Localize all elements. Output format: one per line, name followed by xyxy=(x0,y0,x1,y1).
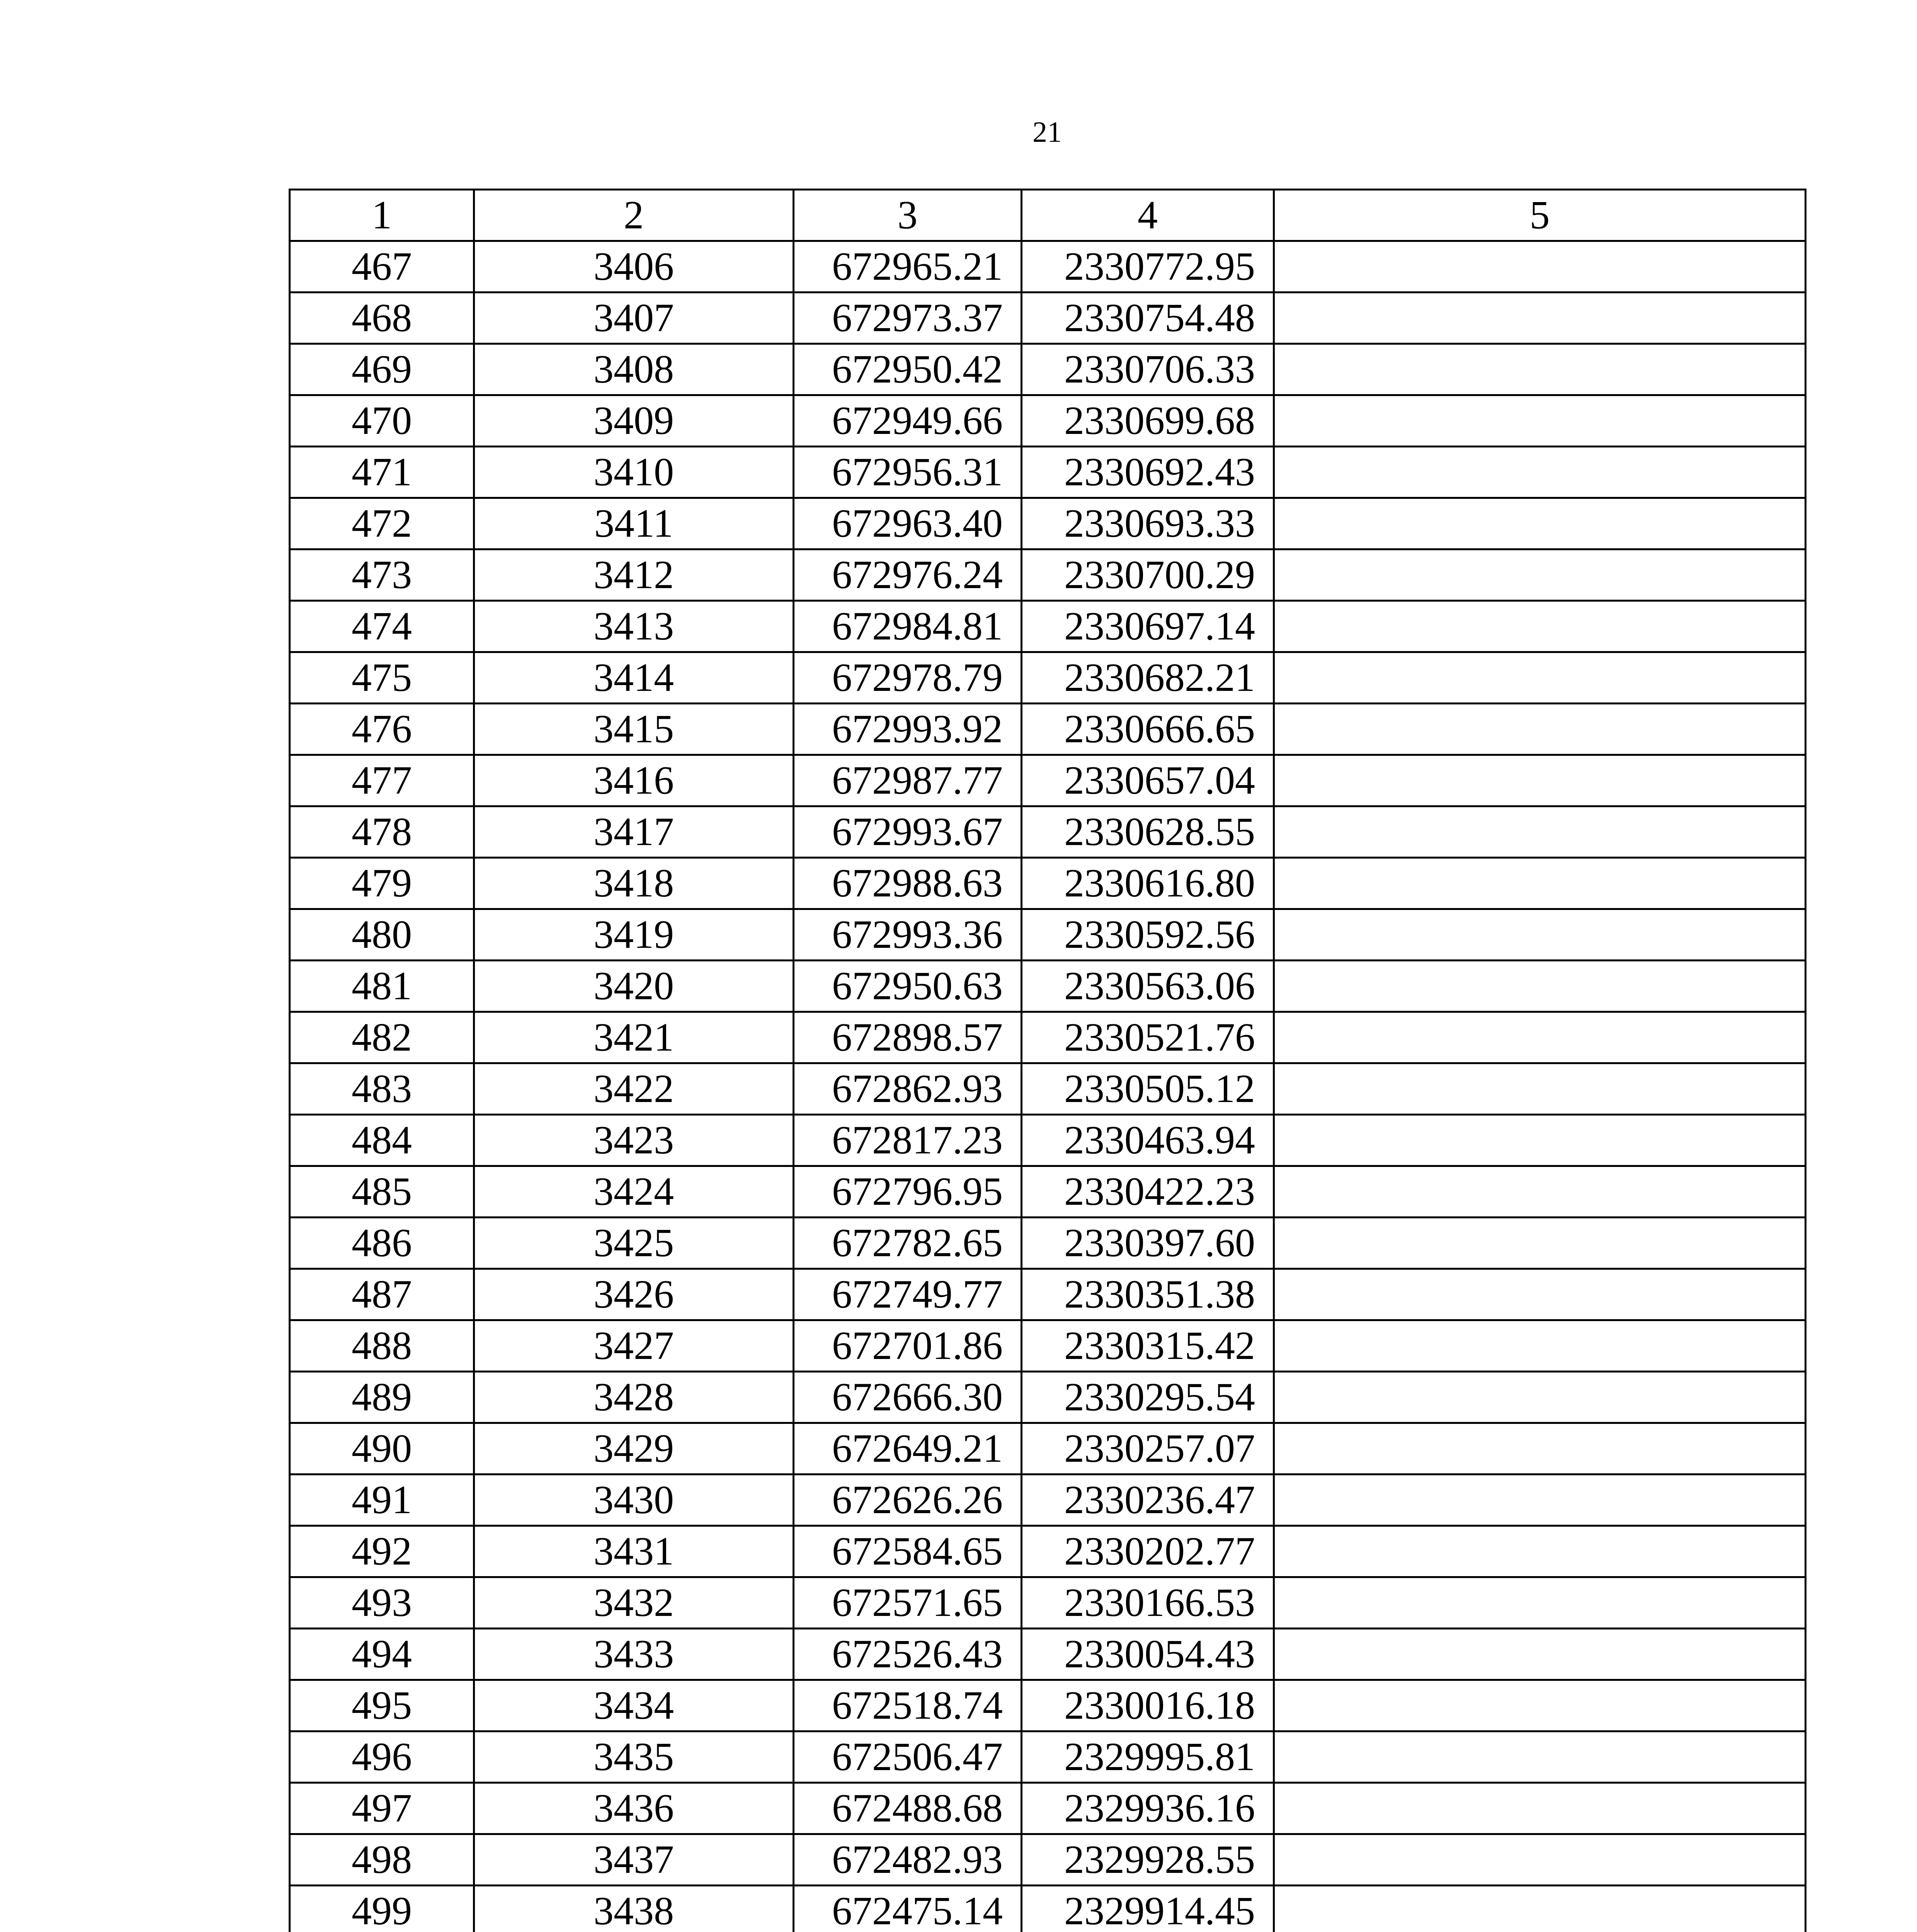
id-cell: 3431 xyxy=(474,1526,794,1577)
x-coordinate-cell: 672488.68 xyxy=(794,1783,1022,1834)
note-cell xyxy=(1274,344,1806,395)
id-cell: 3432 xyxy=(474,1577,794,1629)
table-row xyxy=(290,806,1806,858)
table-row xyxy=(290,1526,1806,1577)
x-coordinate-cell: 672950.42 xyxy=(794,344,1022,395)
point-number-cell: 469 xyxy=(290,344,474,395)
note-cell xyxy=(1274,498,1806,549)
point-number-cell: 471 xyxy=(290,447,474,498)
note-cell xyxy=(1274,909,1806,961)
x-coordinate-cell: 672993.36 xyxy=(794,909,1022,961)
note-cell xyxy=(1274,755,1806,806)
y-coordinate-cell: 2329936.16 xyxy=(1022,1783,1274,1834)
header-cell-5: 5 xyxy=(1274,190,1806,241)
y-coordinate-cell: 2330202.77 xyxy=(1022,1526,1274,1577)
id-cell: 3436 xyxy=(474,1783,794,1834)
y-coordinate-cell: 2330682.21 xyxy=(1022,652,1274,704)
x-coordinate-cell: 672749.77 xyxy=(794,1269,1022,1320)
y-coordinate-cell: 2330236.47 xyxy=(1022,1475,1274,1526)
note-cell xyxy=(1274,1629,1806,1680)
table-row xyxy=(290,395,1806,447)
table-body xyxy=(290,190,1806,1932)
y-coordinate-cell: 2330166.53 xyxy=(1022,1577,1274,1629)
y-coordinate-cell: 2330616.80 xyxy=(1022,858,1274,909)
point-number-cell: 479 xyxy=(290,858,474,909)
x-coordinate-cell: 672649.21 xyxy=(794,1423,1022,1475)
header-cell-1: 1 xyxy=(290,190,474,241)
id-cell: 3406 xyxy=(474,241,794,293)
id-cell: 3412 xyxy=(474,549,794,601)
page-number: 21 xyxy=(1032,116,1062,148)
x-coordinate-cell: 672988.63 xyxy=(794,858,1022,909)
x-coordinate-cell: 672862.93 xyxy=(794,1063,1022,1115)
id-cell: 3415 xyxy=(474,704,794,755)
table-row xyxy=(290,1475,1806,1526)
x-coordinate-cell: 672965.21 xyxy=(794,241,1022,293)
y-coordinate-cell: 2330692.43 xyxy=(1022,447,1274,498)
table-row xyxy=(290,549,1806,601)
point-number-cell: 488 xyxy=(290,1320,474,1372)
note-cell xyxy=(1274,601,1806,652)
x-coordinate-cell: 672782.65 xyxy=(794,1218,1022,1269)
point-number-cell: 490 xyxy=(290,1423,474,1475)
y-coordinate-cell: 2330563.06 xyxy=(1022,961,1274,1012)
table-row xyxy=(290,498,1806,549)
y-coordinate-cell: 2330700.29 xyxy=(1022,549,1274,601)
y-coordinate-cell: 2330628.55 xyxy=(1022,806,1274,858)
note-cell xyxy=(1274,1680,1806,1731)
x-coordinate-cell: 672796.95 xyxy=(794,1166,1022,1218)
note-cell xyxy=(1274,1063,1806,1115)
note-cell xyxy=(1274,961,1806,1012)
id-cell: 3426 xyxy=(474,1269,794,1320)
point-number-cell: 485 xyxy=(290,1166,474,1218)
point-number-cell: 472 xyxy=(290,498,474,549)
y-coordinate-cell: 2330521.76 xyxy=(1022,1012,1274,1063)
point-number-cell: 497 xyxy=(290,1783,474,1834)
x-coordinate-cell: 672584.65 xyxy=(794,1526,1022,1577)
note-cell xyxy=(1274,1218,1806,1269)
table-row xyxy=(290,1320,1806,1372)
table-row xyxy=(290,1423,1806,1475)
x-coordinate-cell: 672950.63 xyxy=(794,961,1022,1012)
x-coordinate-cell: 672817.23 xyxy=(794,1115,1022,1166)
id-cell: 3434 xyxy=(474,1680,794,1731)
id-cell: 3428 xyxy=(474,1372,794,1423)
x-coordinate-cell: 672626.26 xyxy=(794,1475,1022,1526)
note-cell xyxy=(1274,806,1806,858)
note-cell xyxy=(1274,1834,1806,1886)
id-cell: 3435 xyxy=(474,1731,794,1783)
note-cell xyxy=(1274,549,1806,601)
table-row xyxy=(290,1269,1806,1320)
point-number-cell: 487 xyxy=(290,1269,474,1320)
id-cell: 3437 xyxy=(474,1834,794,1886)
header-cell-4: 4 xyxy=(1022,190,1274,241)
point-number-cell: 496 xyxy=(290,1731,474,1783)
id-cell: 3438 xyxy=(474,1886,794,1932)
point-number-cell: 474 xyxy=(290,601,474,652)
point-number-cell: 491 xyxy=(290,1475,474,1526)
x-coordinate-cell: 672949.66 xyxy=(794,395,1022,447)
id-cell: 3408 xyxy=(474,344,794,395)
x-coordinate-cell: 672666.30 xyxy=(794,1372,1022,1423)
table-row xyxy=(290,652,1806,704)
y-coordinate-cell: 2330463.94 xyxy=(1022,1115,1274,1166)
y-coordinate-cell: 2330315.42 xyxy=(1022,1320,1274,1372)
table-row xyxy=(290,755,1806,806)
y-coordinate-cell: 2330706.33 xyxy=(1022,344,1274,395)
note-cell xyxy=(1274,1731,1806,1783)
table-row xyxy=(290,344,1806,395)
id-cell: 3416 xyxy=(474,755,794,806)
table-row xyxy=(290,447,1806,498)
id-cell: 3429 xyxy=(474,1423,794,1475)
y-coordinate-cell: 2330016.18 xyxy=(1022,1680,1274,1731)
point-number-cell: 473 xyxy=(290,549,474,601)
point-number-cell: 489 xyxy=(290,1372,474,1423)
id-cell: 3409 xyxy=(474,395,794,447)
table-row xyxy=(290,909,1806,961)
note-cell xyxy=(1274,293,1806,344)
id-cell: 3413 xyxy=(474,601,794,652)
point-number-cell: 494 xyxy=(290,1629,474,1680)
table-row xyxy=(290,601,1806,652)
table-row xyxy=(290,1218,1806,1269)
y-coordinate-cell: 2330054.43 xyxy=(1022,1629,1274,1680)
table-row xyxy=(290,858,1806,909)
point-number-cell: 480 xyxy=(290,909,474,961)
point-number-cell: 470 xyxy=(290,395,474,447)
table-row xyxy=(290,1731,1806,1783)
x-coordinate-cell: 672978.79 xyxy=(794,652,1022,704)
point-number-cell: 492 xyxy=(290,1526,474,1577)
x-coordinate-cell: 672976.24 xyxy=(794,549,1022,601)
id-cell: 3420 xyxy=(474,961,794,1012)
x-coordinate-cell: 672993.67 xyxy=(794,806,1022,858)
table-row xyxy=(290,293,1806,344)
header-cell-3: 3 xyxy=(794,190,1022,241)
table-row xyxy=(290,1577,1806,1629)
y-coordinate-cell: 2330257.07 xyxy=(1022,1423,1274,1475)
table-row xyxy=(290,961,1806,1012)
point-number-cell: 484 xyxy=(290,1115,474,1166)
table-row xyxy=(290,1629,1806,1680)
y-coordinate-cell: 2329995.81 xyxy=(1022,1731,1274,1783)
note-cell xyxy=(1274,652,1806,704)
note-cell xyxy=(1274,1269,1806,1320)
point-number-cell: 483 xyxy=(290,1063,474,1115)
id-cell: 3421 xyxy=(474,1012,794,1063)
y-coordinate-cell: 2330295.54 xyxy=(1022,1372,1274,1423)
x-coordinate-cell: 672973.37 xyxy=(794,293,1022,344)
x-coordinate-cell: 672475.14 xyxy=(794,1886,1022,1932)
note-cell xyxy=(1274,395,1806,447)
id-cell: 3407 xyxy=(474,293,794,344)
y-coordinate-cell: 2330666.65 xyxy=(1022,704,1274,755)
table-row xyxy=(290,1012,1806,1063)
point-number-cell: 477 xyxy=(290,755,474,806)
id-cell: 3425 xyxy=(474,1218,794,1269)
id-cell: 3424 xyxy=(474,1166,794,1218)
note-cell xyxy=(1274,1423,1806,1475)
point-number-cell: 478 xyxy=(290,806,474,858)
point-number-cell: 486 xyxy=(290,1218,474,1269)
note-cell xyxy=(1274,1886,1806,1932)
id-cell: 3419 xyxy=(474,909,794,961)
table-row xyxy=(290,1063,1806,1115)
y-coordinate-cell: 2330422.23 xyxy=(1022,1166,1274,1218)
x-coordinate-cell: 672993.92 xyxy=(794,704,1022,755)
note-cell xyxy=(1274,1012,1806,1063)
id-cell: 3422 xyxy=(474,1063,794,1115)
point-number-cell: 482 xyxy=(290,1012,474,1063)
id-cell: 3427 xyxy=(474,1320,794,1372)
point-number-cell: 493 xyxy=(290,1577,474,1629)
header-cell-2: 2 xyxy=(474,190,794,241)
x-coordinate-cell: 672898.57 xyxy=(794,1012,1022,1063)
note-cell xyxy=(1274,241,1806,293)
note-cell xyxy=(1274,1783,1806,1834)
point-number-cell: 475 xyxy=(290,652,474,704)
y-coordinate-cell: 2330754.48 xyxy=(1022,293,1274,344)
table-row xyxy=(290,1783,1806,1834)
x-coordinate-cell: 672571.65 xyxy=(794,1577,1022,1629)
x-coordinate-cell: 672984.81 xyxy=(794,601,1022,652)
note-cell xyxy=(1274,858,1806,909)
note-cell xyxy=(1274,1475,1806,1526)
note-cell xyxy=(1274,1526,1806,1577)
x-coordinate-cell: 672482.93 xyxy=(794,1834,1022,1886)
note-cell xyxy=(1274,1166,1806,1218)
note-cell xyxy=(1274,1372,1806,1423)
note-cell xyxy=(1274,1320,1806,1372)
table-row xyxy=(290,1680,1806,1731)
id-cell: 3410 xyxy=(474,447,794,498)
note-cell xyxy=(1274,447,1806,498)
note-cell xyxy=(1274,704,1806,755)
table-row xyxy=(290,1372,1806,1423)
x-coordinate-cell: 672526.43 xyxy=(794,1629,1022,1680)
point-number-cell: 495 xyxy=(290,1680,474,1731)
y-coordinate-cell: 2329914.45 xyxy=(1022,1886,1274,1932)
table-row xyxy=(290,1834,1806,1886)
y-coordinate-cell: 2330351.38 xyxy=(1022,1269,1274,1320)
id-cell: 3414 xyxy=(474,652,794,704)
y-coordinate-cell: 2330693.33 xyxy=(1022,498,1274,549)
note-cell xyxy=(1274,1577,1806,1629)
id-cell: 3423 xyxy=(474,1115,794,1166)
table-row xyxy=(290,704,1806,755)
id-cell: 3433 xyxy=(474,1629,794,1680)
x-coordinate-cell: 672987.77 xyxy=(794,755,1022,806)
id-cell: 3418 xyxy=(474,858,794,909)
y-coordinate-cell: 2330699.68 xyxy=(1022,395,1274,447)
id-cell: 3411 xyxy=(474,498,794,549)
x-coordinate-cell: 672506.47 xyxy=(794,1731,1022,1783)
y-coordinate-cell: 2330397.60 xyxy=(1022,1218,1274,1269)
point-number-cell: 468 xyxy=(290,293,474,344)
x-coordinate-cell: 672956.31 xyxy=(794,447,1022,498)
table-header-row xyxy=(290,190,1806,241)
coordinates-table xyxy=(289,189,1806,1932)
table-row xyxy=(290,1115,1806,1166)
point-number-cell: 476 xyxy=(290,704,474,755)
id-cell: 3417 xyxy=(474,806,794,858)
note-cell xyxy=(1274,1115,1806,1166)
x-coordinate-cell: 672701.86 xyxy=(794,1320,1022,1372)
y-coordinate-cell: 2330772.95 xyxy=(1022,241,1274,293)
y-coordinate-cell: 2330505.12 xyxy=(1022,1063,1274,1115)
table-row xyxy=(290,1886,1806,1932)
y-coordinate-cell: 2329928.55 xyxy=(1022,1834,1274,1886)
id-cell: 3430 xyxy=(474,1475,794,1526)
y-coordinate-cell: 2330697.14 xyxy=(1022,601,1274,652)
point-number-cell: 481 xyxy=(290,961,474,1012)
y-coordinate-cell: 2330657.04 xyxy=(1022,755,1274,806)
point-number-cell: 467 xyxy=(290,241,474,293)
x-coordinate-cell: 672963.40 xyxy=(794,498,1022,549)
table-row xyxy=(290,241,1806,293)
point-number-cell: 498 xyxy=(290,1834,474,1886)
x-coordinate-cell: 672518.74 xyxy=(794,1680,1022,1731)
table-row xyxy=(290,1166,1806,1218)
point-number-cell: 499 xyxy=(290,1886,474,1932)
y-coordinate-cell: 2330592.56 xyxy=(1022,909,1274,961)
